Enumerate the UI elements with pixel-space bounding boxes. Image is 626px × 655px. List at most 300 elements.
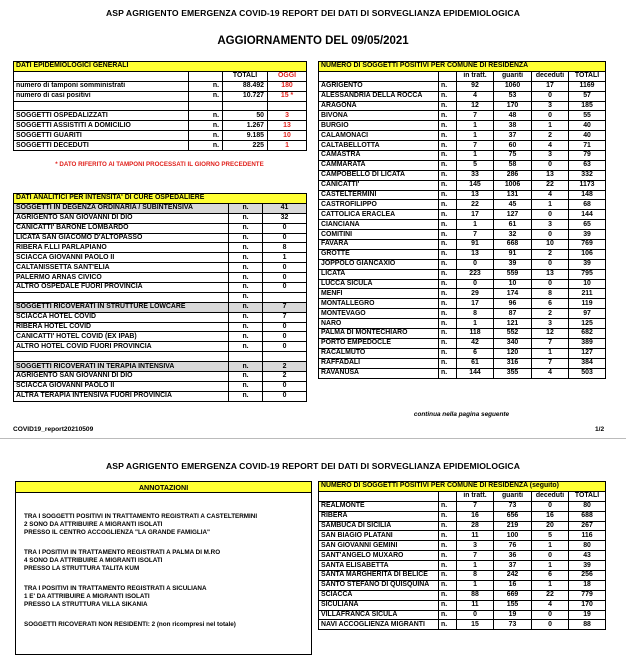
in-tratt-value: 223 <box>457 269 494 279</box>
totali-value: 79 <box>569 151 606 161</box>
n-label: n. <box>229 223 263 233</box>
comune-name: JOPPOLO GIANCAXIO <box>319 259 439 269</box>
annotation-line: PRESSO IL CENTRO ACCOGLIENZA "LA GRANDE FAMIGLIA" <box>24 529 211 536</box>
n-label: n. <box>439 210 457 220</box>
comune-row <box>319 190 606 200</box>
deceduti-value: 2 <box>532 131 569 141</box>
annotation-line: TRA I SOGGETTI POSITIVI IN TRATTAMENTO REGISTRATI A CASTELTERMINI <box>24 513 258 520</box>
hospital-label: RIBERA F.LLI PARLAPIANO <box>14 243 229 253</box>
n-label: n. <box>229 342 263 352</box>
comune-name: CAMASTRA <box>319 151 439 161</box>
n-label: n. <box>439 170 457 180</box>
totali-value: 503 <box>569 368 606 378</box>
hospital-row <box>14 283 307 293</box>
annotation-line: TRA I POSITIVI IN TRATTAMENTO REGISTRATI A SICULIANA <box>24 585 207 592</box>
general-total: 1.267 <box>223 121 268 131</box>
comune-name: SANTA ELISABETTA <box>319 561 439 571</box>
n-label: n. <box>439 289 457 299</box>
comune-row <box>319 571 606 581</box>
hospital-row <box>14 372 307 382</box>
general-label: SOGGETTI ASSISTITI A DOMICILIO <box>14 121 189 131</box>
deceduti-value: 1 <box>532 561 569 571</box>
guariti-value: 19 <box>494 610 532 620</box>
totali-value: 384 <box>569 358 606 368</box>
guariti-value: 155 <box>494 600 532 610</box>
in-tratt-value: 13 <box>457 249 494 259</box>
general-row <box>14 141 307 151</box>
comune-name: CASTELTERMINI <box>319 190 439 200</box>
hospital-row <box>14 243 307 253</box>
hospital-label: RIBERA HOTEL COVID <box>14 322 229 332</box>
deceduti-value: 4 <box>532 190 569 200</box>
n-label: n. <box>439 81 457 91</box>
comune-name: REALMONTE <box>319 501 439 511</box>
totali-value: 57 <box>569 91 606 101</box>
hospital-row <box>14 263 307 273</box>
comune-name: SCIACCA <box>319 590 439 600</box>
annotation-block <box>24 621 311 629</box>
comune-name: VILLAFRANCA SICULA <box>319 610 439 620</box>
n-label: n. <box>439 358 457 368</box>
totali-value: 144 <box>569 210 606 220</box>
continua-note: continua nella pagina seguente <box>413 411 510 418</box>
hospital-value: 0 <box>263 342 307 352</box>
deceduti-value: 4 <box>532 141 569 151</box>
hospital-row <box>14 292 307 302</box>
general-label: numero di casi positivi <box>14 91 189 101</box>
annotation-line: 4 SONO DA ATTRIBUIRE A MIGRANTI ISOLATI <box>24 557 163 564</box>
n-label: n. <box>439 561 457 571</box>
comune-row <box>319 610 606 620</box>
general-total: 50 <box>223 111 268 121</box>
comune-name: RAFFADALI <box>319 358 439 368</box>
n-label: n. <box>439 580 457 590</box>
comune-row <box>319 521 606 531</box>
in-tratt-value: 7 <box>457 551 494 561</box>
comune-row <box>319 551 606 561</box>
comune-row <box>319 338 606 348</box>
hospital-label: AGRIGENTO SAN GIOVANNI DI DIO <box>14 213 229 223</box>
in-tratt-value: 6 <box>457 348 494 358</box>
hospital-row <box>14 362 307 372</box>
n-label: n. <box>439 269 457 279</box>
in-tratt-value: 0 <box>457 279 494 289</box>
totali-value: 80 <box>569 541 606 551</box>
in-tratt-value: 145 <box>457 180 494 190</box>
general-today: 13 <box>268 121 307 131</box>
totali-value: 63 <box>569 160 606 170</box>
annotation-line: 1 E' DA ATTRIBUIRE A MIGRANTI ISOLATI <box>24 593 150 600</box>
totali-value: 779 <box>569 590 606 600</box>
n-label: n. <box>439 541 457 551</box>
n-label: n. <box>229 312 263 322</box>
n-label: n. <box>439 610 457 620</box>
update-date: AGGIORNAMENTO DEL 09/05/2021 <box>217 35 409 47</box>
comune-name: CANICATTI' <box>319 180 439 190</box>
hospital-value: 0 <box>263 391 307 401</box>
general-total: 225 <box>223 141 268 151</box>
n-label: n. <box>439 200 457 210</box>
n-label: n. <box>189 81 223 91</box>
general-row <box>14 131 307 141</box>
hospital-value <box>263 292 307 302</box>
comune-row <box>319 111 606 121</box>
hospital-table <box>13 193 307 402</box>
guariti-value: 174 <box>494 289 532 299</box>
hospital-row <box>14 302 307 312</box>
comune-name: SANTA MARGHERITA DI BELICE <box>319 571 439 581</box>
general-heading: DATI EPIDEMIOLOGICI GENERALI <box>14 62 307 72</box>
deceduti-value: 3 <box>532 101 569 111</box>
deceduti-value: 1 <box>532 200 569 210</box>
hospital-row <box>14 381 307 391</box>
n-label: n. <box>439 111 457 121</box>
col-oggi: OGGI <box>268 71 307 81</box>
in-tratt-value: 1 <box>457 131 494 141</box>
n-label: n. <box>439 368 457 378</box>
deceduti-value: 0 <box>532 230 569 240</box>
in-tratt-value: 5 <box>457 160 494 170</box>
deceduti-value: 0 <box>532 259 569 269</box>
guariti-value: 1006 <box>494 180 532 190</box>
totali-value: 1169 <box>569 81 606 91</box>
n-label: n. <box>439 511 457 521</box>
comune-row <box>319 531 606 541</box>
comune-name: CIANCIANA <box>319 220 439 230</box>
deceduti-value: 0 <box>532 551 569 561</box>
totali-value: 106 <box>569 249 606 259</box>
totali-value: 148 <box>569 190 606 200</box>
deceduti-value: 22 <box>532 590 569 600</box>
in-tratt-value: 1 <box>457 319 494 329</box>
comune-name: MONTALLEGRO <box>319 299 439 309</box>
comune-row <box>319 319 606 329</box>
totali-value: 125 <box>569 319 606 329</box>
annotation-block <box>24 549 311 573</box>
n-label: n. <box>229 332 263 342</box>
comune-row <box>319 541 606 551</box>
comune-row <box>319 269 606 279</box>
general-label: SOGGETTI GUARITI <box>14 131 189 141</box>
comune-row <box>319 561 606 571</box>
n-label: n. <box>229 203 263 213</box>
hospital-value: 0 <box>263 263 307 273</box>
comune-name: CASTROFILIPPO <box>319 200 439 210</box>
col-guariti: guariti <box>494 491 532 501</box>
totali-value: 39 <box>569 230 606 240</box>
guariti-value: 340 <box>494 338 532 348</box>
hospital-heading: DATI ANALITICI PER INTENSITA' DI CURE OSPEDALIERE <box>14 194 307 204</box>
in-tratt-value: 7 <box>457 141 494 151</box>
hospital-label: SCIACCA GIOVANNI PAOLO II <box>14 253 229 263</box>
n-label: n. <box>439 531 457 541</box>
comune-name: MONTEVAGO <box>319 309 439 319</box>
deceduti-value: 13 <box>532 170 569 180</box>
n-label: n. <box>439 190 457 200</box>
in-tratt-value: 17 <box>457 299 494 309</box>
comune-row <box>319 600 606 610</box>
in-tratt-value: 8 <box>457 309 494 319</box>
totali-value: 10 <box>569 279 606 289</box>
in-tratt-value: 12 <box>457 101 494 111</box>
hospital-label: ALTRO HOTEL COVID FUORI PROVINCIA <box>14 342 229 352</box>
comune-row <box>319 249 606 259</box>
guariti-value: 60 <box>494 141 532 151</box>
n-label: n. <box>229 302 263 312</box>
hospital-label: PALERMO ARNAS CIVICO <box>14 273 229 283</box>
n-label: n. <box>439 501 457 511</box>
general-today: 3 <box>268 111 307 121</box>
annotations-heading: ANNOTAZIONI <box>16 482 311 493</box>
deceduti-value: 1 <box>532 348 569 358</box>
guariti-value: 38 <box>494 121 532 131</box>
totali-value: 211 <box>569 289 606 299</box>
hospital-row <box>14 322 307 332</box>
hospital-label: SOGGETTI RICOVERATI IN STRUTTURE LOWCARE <box>14 302 229 312</box>
hospital-value: 8 <box>263 243 307 253</box>
comune-row <box>319 81 606 91</box>
guariti-value: 37 <box>494 561 532 571</box>
guariti-value: 170 <box>494 101 532 111</box>
guariti-value: 36 <box>494 551 532 561</box>
comune-name: NARO <box>319 319 439 329</box>
in-tratt-value: 1 <box>457 121 494 131</box>
hospital-value: 0 <box>263 283 307 293</box>
n-label: n. <box>439 319 457 329</box>
comune-name: MENFI <box>319 289 439 299</box>
comune-name: CAMMARATA <box>319 160 439 170</box>
comune-row <box>319 289 606 299</box>
comune-row <box>319 151 606 161</box>
page-separator <box>0 438 626 439</box>
guariti-value: 16 <box>494 580 532 590</box>
totali-value: 682 <box>569 329 606 339</box>
n-label: n. <box>229 381 263 391</box>
guariti-value: 121 <box>494 319 532 329</box>
n-label: n. <box>439 220 457 230</box>
totali-value: 116 <box>569 531 606 541</box>
deceduti-value: 16 <box>532 511 569 521</box>
col-deceduti: deceduti <box>532 71 569 81</box>
general-total: 10.727 <box>223 91 268 101</box>
n-label: n. <box>439 91 457 101</box>
annotation-line: SOGGETTI RICOVERATI NON RESIDENTI: 2 (non ricompresi nel totale) <box>24 621 236 628</box>
n-label: n. <box>189 131 223 141</box>
col-totali: TOTALI <box>569 71 606 81</box>
deceduti-value: 7 <box>532 358 569 368</box>
n-label: n. <box>229 243 263 253</box>
deceduti-value: 22 <box>532 180 569 190</box>
n-label <box>229 352 263 362</box>
col-in-tratt: in tratt. <box>457 71 494 81</box>
hospital-label <box>14 292 229 302</box>
in-tratt-value: 7 <box>457 111 494 121</box>
n-label: n. <box>439 131 457 141</box>
comune-name: LICATA <box>319 269 439 279</box>
n-label: n. <box>439 259 457 269</box>
in-tratt-value: 22 <box>457 200 494 210</box>
hospital-value: 7 <box>263 312 307 322</box>
col-totali: TOTALI <box>569 491 606 501</box>
comune-row <box>319 299 606 309</box>
totali-value: 19 <box>569 610 606 620</box>
totali-value: 769 <box>569 240 606 250</box>
guariti-value: 10 <box>494 279 532 289</box>
comune-row <box>319 160 606 170</box>
in-tratt-value: 8 <box>457 571 494 581</box>
guariti-value: 668 <box>494 240 532 250</box>
comune-row <box>319 279 606 289</box>
in-tratt-value: 61 <box>457 358 494 368</box>
col-in-tratt: in tratt. <box>457 491 494 501</box>
comune-name: SANTO STEFANO DI QUISQUINA <box>319 580 439 590</box>
n-label: n. <box>439 309 457 319</box>
totali-value: 795 <box>569 269 606 279</box>
in-tratt-value: 88 <box>457 590 494 600</box>
guariti-value: 75 <box>494 151 532 161</box>
n-label: n. <box>439 348 457 358</box>
comune-name: CATTOLICA ERACLEA <box>319 210 439 220</box>
comuni-table-continued <box>318 481 606 630</box>
n-label: n. <box>439 240 457 250</box>
guariti-value: 48 <box>494 111 532 121</box>
comune-row <box>319 170 606 180</box>
n-label: n. <box>439 101 457 111</box>
comune-row <box>319 511 606 521</box>
hospital-label: LICATA SAN GIACOMO D'ALTOPASSO <box>14 233 229 243</box>
annotations-box <box>15 481 312 655</box>
comune-row <box>319 590 606 600</box>
n-label: n. <box>189 91 223 101</box>
hospital-label: CANICATTI' HOTEL COVID (EX IPAB) <box>14 332 229 342</box>
annotation-line: TRA I POSITIVI IN TRATTAMENTO REGISTRATI A PALMA DI M.RO <box>24 549 221 556</box>
hospital-value: 7 <box>263 302 307 312</box>
n-label: n. <box>439 551 457 561</box>
general-total: 9.185 <box>223 131 268 141</box>
comune-name: BURGIO <box>319 121 439 131</box>
footer-page: 1/2 <box>595 426 605 433</box>
totali-value: 71 <box>569 141 606 151</box>
deceduti-value: 17 <box>532 81 569 91</box>
general-row <box>14 111 307 121</box>
comune-row <box>319 501 606 511</box>
hospital-value: 0 <box>263 223 307 233</box>
deceduti-value: 20 <box>532 521 569 531</box>
n-label: n. <box>439 279 457 289</box>
general-label: SOGGETTI OSPEDALIZZATI <box>14 111 189 121</box>
deceduti-value: 6 <box>532 299 569 309</box>
guariti-value: 91 <box>494 249 532 259</box>
general-today: 10 <box>268 131 307 141</box>
hospital-label: ALTRO OSPEDALE FUORI PROVINCIA <box>14 283 229 293</box>
n-label: n. <box>229 213 263 223</box>
in-tratt-value: 3 <box>457 541 494 551</box>
comune-row <box>319 91 606 101</box>
n-label: n. <box>229 362 263 372</box>
n-label: n. <box>229 273 263 283</box>
in-tratt-value: 91 <box>457 240 494 250</box>
comune-row <box>319 210 606 220</box>
in-tratt-value: 7 <box>457 501 494 511</box>
general-today <box>268 101 307 111</box>
n-label: n. <box>229 263 263 273</box>
hospital-value: 2 <box>263 362 307 372</box>
totali-value: 18 <box>569 580 606 590</box>
guariti-value: 656 <box>494 511 532 521</box>
n-label: n. <box>229 372 263 382</box>
in-tratt-value: 144 <box>457 368 494 378</box>
guariti-value: 100 <box>494 531 532 541</box>
totali-value: 88 <box>569 620 606 630</box>
deceduti-value: 0 <box>532 91 569 101</box>
in-tratt-value: 17 <box>457 210 494 220</box>
deceduti-value: 12 <box>532 329 569 339</box>
annotation-line: PRESSO LA STRUTTURA TALITA KUM <box>24 565 140 572</box>
totali-value: 185 <box>569 101 606 111</box>
comune-row <box>319 309 606 319</box>
totali-value: 40 <box>569 121 606 131</box>
guariti-value: 355 <box>494 368 532 378</box>
n-label: n. <box>439 230 457 240</box>
deceduti-value: 8 <box>532 289 569 299</box>
in-tratt-value: 11 <box>457 600 494 610</box>
totali-value: 170 <box>569 600 606 610</box>
hospital-label: SOGGETTI IN DEGENZA ORDINARIA / SUBINTENSIVA <box>14 203 229 213</box>
in-tratt-value: 4 <box>457 91 494 101</box>
general-label: SOGGETTI DECEDUTI <box>14 141 189 151</box>
deceduti-value: 0 <box>532 610 569 620</box>
hospital-row <box>14 332 307 342</box>
comune-row <box>319 200 606 210</box>
hospital-value: 1 <box>263 253 307 263</box>
hospital-row <box>14 213 307 223</box>
n-label: n. <box>439 620 457 630</box>
general-data-table <box>13 61 307 151</box>
comune-name: COMITINI <box>319 230 439 240</box>
n-label: n. <box>189 111 223 121</box>
in-tratt-value: 1 <box>457 151 494 161</box>
annotation-line: 2 SONO DA ATTRIBUIRE A MIGRANTI ISOLATI <box>24 521 163 528</box>
comune-row <box>319 620 606 630</box>
comune-name: SANT'ANGELO MUXARO <box>319 551 439 561</box>
hospital-row <box>14 342 307 352</box>
guariti-value: 73 <box>494 620 532 630</box>
deceduti-value: 5 <box>532 531 569 541</box>
guariti-value: 131 <box>494 190 532 200</box>
comuni-heading: NUMERO DI SOGGETTI POSITIVI PER COMUNE DI RESIDENZA <box>319 62 606 72</box>
hospital-value: 0 <box>263 273 307 283</box>
in-tratt-value: 1 <box>457 580 494 590</box>
general-label: numero di tamponi somministrati <box>14 81 189 91</box>
n-label: n. <box>229 283 263 293</box>
totali-value: 39 <box>569 259 606 269</box>
hospital-row <box>14 203 307 213</box>
n-label: n. <box>439 160 457 170</box>
comune-row <box>319 358 606 368</box>
general-note: * DATO RIFERITO AI TAMPONI PROCESSATI IL GIORNO PRECEDENTE <box>55 161 264 168</box>
deceduti-value: 0 <box>532 620 569 630</box>
guariti-value: 45 <box>494 200 532 210</box>
hospital-label: AGRIGENTO SAN GIOVANNI DI DIO <box>14 372 229 382</box>
n-label: n. <box>229 233 263 243</box>
comune-name: PALMA DI MONTECHIARO <box>319 329 439 339</box>
comune-name: FAVARA <box>319 240 439 250</box>
hospital-value: 2 <box>263 372 307 382</box>
comune-name: RAVANUSA <box>319 368 439 378</box>
guariti-value: 1060 <box>494 81 532 91</box>
general-total <box>223 101 268 111</box>
deceduti-value: 6 <box>532 571 569 581</box>
